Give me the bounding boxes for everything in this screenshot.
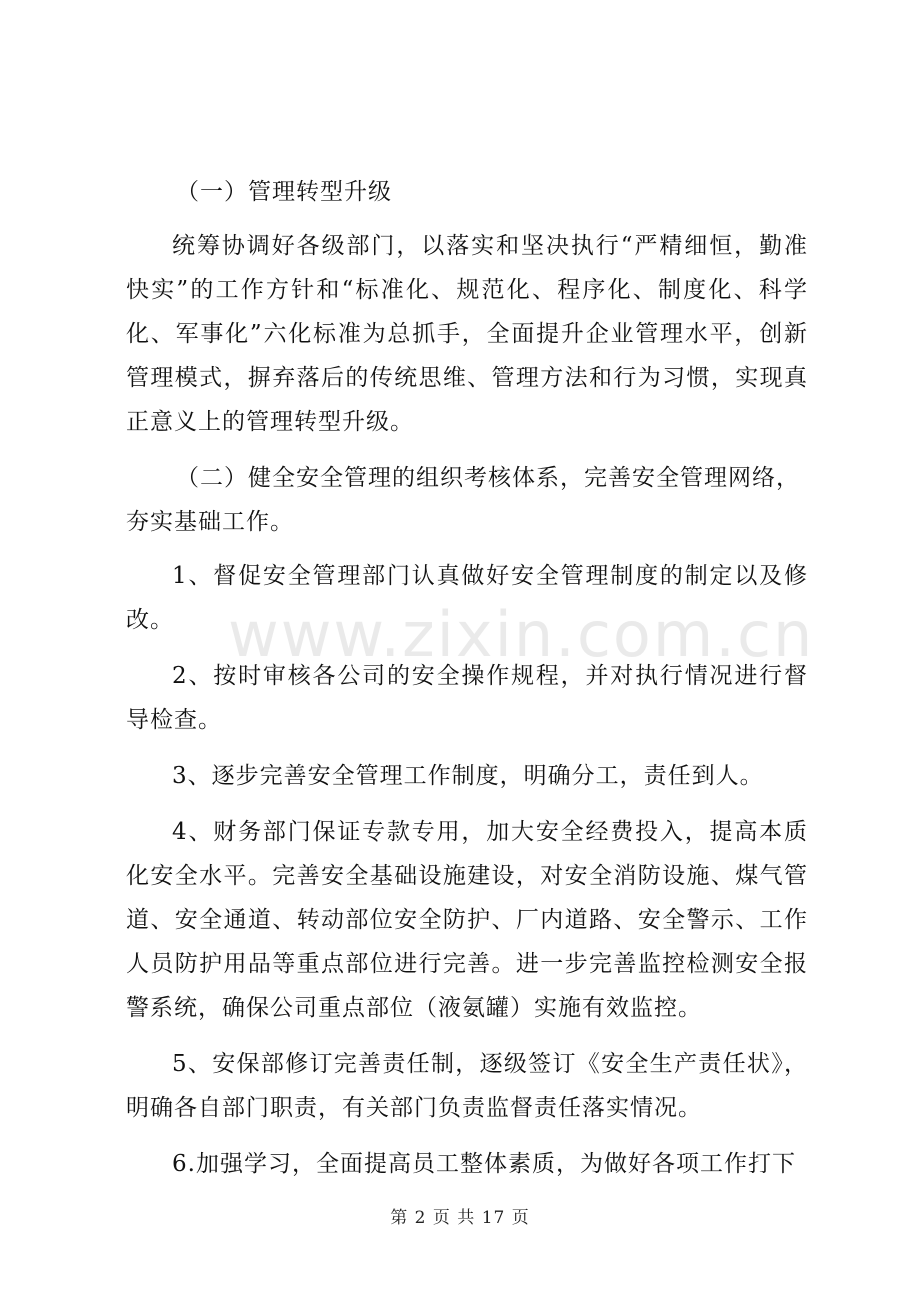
list-item-4: 4、财务部门保证专款专用，加大安全经费投入，提高本质化安全水平。完善安全基础设施建设，对安全消防设施、煤气管道、安全通道、转动部位安全防护、厂内道路、安全警示、工作人员防护用品等重点部位进行完善。进一步完善监控检测安全报警系统，确保公司重点部位（液氨罐）实施有效监控。 bbox=[126, 819, 808, 1021]
section-heading-1: （一）管理转型升级 bbox=[176, 179, 392, 205]
list-item-6: 6.加强学习，全面提高员工整体素质，为做好各项工作打下 bbox=[172, 1151, 796, 1177]
page-footer: 第 2 页 共 17 页 bbox=[390, 1208, 530, 1228]
list-item-5: 5、安保部修订完善责任制，逐级签订《安全生产责任状》，明确各自部门职责，有关部门负责监督责任落实情况。 bbox=[126, 1051, 808, 1121]
paragraph-1: 统筹协调好各级部门，以落实和坚决执行“严精细恒，勤准快实”的工作方针和“标准化、规范化、程序化、制度化、科学化、军事化”六化标准为总抓手，全面提升企业管理水平，创新管理模式，摒弃落后的传统思维、管理方法和行为习惯，实现真正意义上的管理转型升级。 bbox=[126, 233, 808, 435]
list-item-2: 2、按时审核各公司的安全操作规程，并对执行情况进行督导检查。 bbox=[126, 663, 808, 733]
watermark: www.zixin.com.cn bbox=[228, 598, 815, 671]
list-item-1: 1、督促安全管理部门认真做好安全管理制度的制定以及修改。 bbox=[126, 563, 808, 633]
document-body bbox=[126, 170, 808, 1198]
list-item-3: 3、逐步完善安全管理工作制度，明确分工，责任到人。 bbox=[172, 763, 764, 789]
section-heading-2: （二）健全安全管理的组织考核体系，完善安全管理网络，夯实基础工作。 bbox=[126, 465, 800, 535]
